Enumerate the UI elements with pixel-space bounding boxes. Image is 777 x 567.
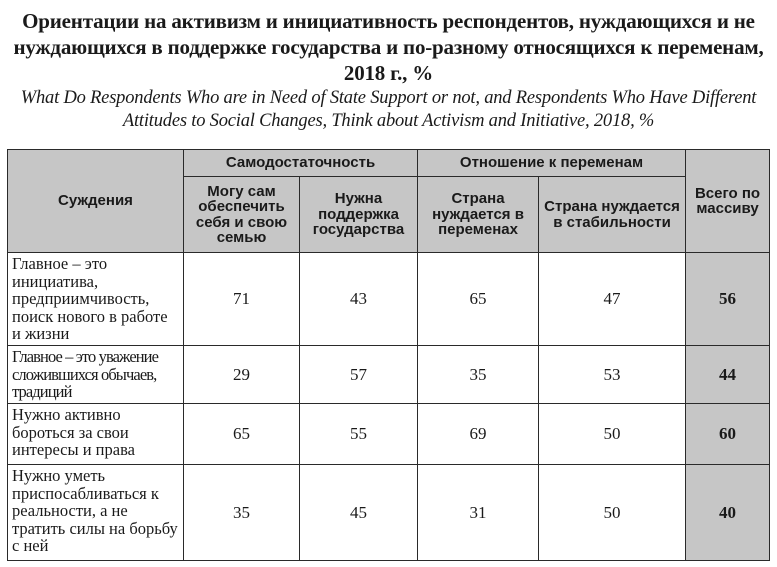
row-statement: Нужно активно бороться за свои интересы и права: [8, 404, 184, 465]
table-row: [8, 346, 770, 404]
cell-stability: 50: [539, 465, 686, 561]
data-table: [7, 149, 770, 561]
title-english-text: What Do Respondents Who are in Need of State Support or not, and Respondents Who Have Different Attitudes to Social Changes, Think about Activism and Initiative, 2018, %: [20, 88, 757, 131]
cell-self: 71: [184, 253, 300, 346]
row-statement: Нужно уметь приспосабливаться к реальности, а не тратить силы на борьбу с ней: [8, 465, 184, 561]
cell-changes: 35: [418, 346, 539, 404]
cell-total: 60: [686, 404, 770, 465]
cell-changes: 31: [418, 465, 539, 561]
header-statements: Суждения: [8, 150, 184, 253]
cell-total: 44: [686, 346, 770, 404]
cell-total: 40: [686, 465, 770, 561]
cell-state: 55: [300, 404, 418, 465]
header-self-sufficiency: Самодостаточность: [184, 150, 418, 177]
cell-self: 29: [184, 346, 300, 404]
table-row: [8, 404, 770, 465]
cell-state: 45: [300, 465, 418, 561]
table-row: [8, 465, 770, 561]
header-total: Всего по массиву: [686, 150, 770, 253]
cell-stability: 53: [539, 346, 686, 404]
title-russian-text: Ориентации на активизм и инициативность респондентов, нуждающихся и не нуждающихся в поддержке государства и по-разному относящихся к переменам, 2018 г., %: [13, 9, 764, 85]
cell-self: 65: [184, 404, 300, 465]
title-russian: [0, 0, 777, 86]
row-statement: Главное – это инициатива, предприимчивость, поиск нового в работе и жизни: [8, 253, 184, 346]
cell-stability: 47: [539, 253, 686, 346]
cell-self: 35: [184, 465, 300, 561]
cell-state: 43: [300, 253, 418, 346]
table-row: [8, 253, 770, 346]
cell-changes: 69: [418, 404, 539, 465]
header-need-state-support: Нужна поддержка государства: [300, 177, 418, 253]
cell-stability: 50: [539, 404, 686, 465]
row-statement: Главное – это уважение сложившихся обычаев, традиций: [8, 346, 184, 404]
header-can-provide-self: Могу сам обеспечить себя и свою семью: [184, 177, 300, 253]
header-country-needs-changes: Страна нуждается в переменах: [418, 177, 539, 253]
cell-state: 57: [300, 346, 418, 404]
header-country-needs-stability: Страна нуждается в стабильности: [539, 177, 686, 253]
header-attitude-to-changes: Отношение к переменам: [418, 150, 686, 177]
cell-changes: 65: [418, 253, 539, 346]
title-english: [0, 87, 777, 133]
cell-total: 56: [686, 253, 770, 346]
